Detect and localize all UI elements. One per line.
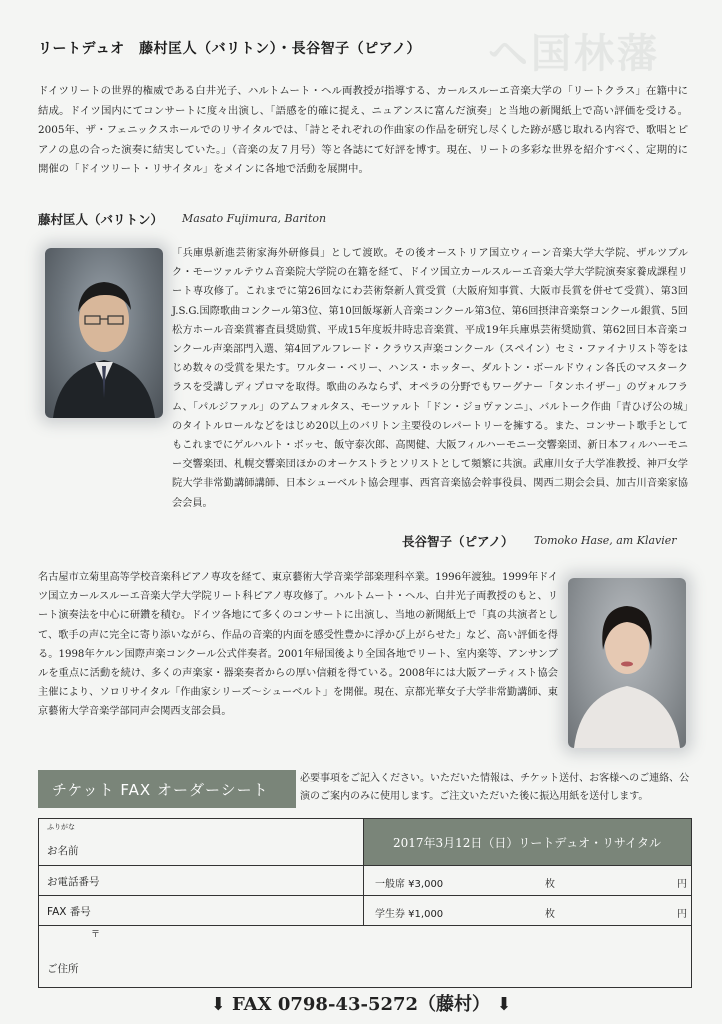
- fax-label: FAX 番号: [47, 906, 91, 918]
- name-label: お名前: [47, 845, 79, 857]
- student-ticket-count-unit: 枚: [545, 909, 555, 920]
- background-watermark: ヘ国林藩: [488, 30, 660, 77]
- duo-introduction: ドイツリートの世界的権威である白井光子、ハルトムート・ヘル両教授が指導する、カールスルーエ音楽大学の「リートクラス」在籍中に結成。ドイツ国内にてコンサートに度々出演し、「語感を的確に捉え、ニュアンスに富んだ演奏」と当地の新聞紙上で高い評価を受ける。2005年、ザ・フェニックスホールでのリサイタルでは、「詩とそれぞれの作曲家の作品を研究し尽くした跡が感じ取れる内容で、歌唱とピアノの息の合った演奏に結実していた。」（音楽の友７月号）等と各誌にて好評を博す。現在、リートの多彩な世界を紹介すべく、定期的に開催の「ドイツリート・リサイタル」をメインに各地で活動を展開中。: [38, 85, 688, 175]
- concert-date-title: 2017年3月12日（日）リートデュオ・リサイタル: [363, 819, 691, 865]
- divider: [363, 819, 364, 865]
- hase-name: 長谷智子（ピアノ）: [402, 534, 514, 549]
- fujimura-name: 藤村匡人（バリトン）: [38, 212, 164, 227]
- ticket-order-note: 必要事項をご記入ください。いただいた情報は、チケット送付、お客様へのご連絡、公演のご案内のみに使用します。ご注文いただいた後に振込用紙を送付します。: [300, 773, 690, 802]
- down-arrow-icon: ⬇: [496, 994, 512, 1015]
- fujimura-roman-name: Masato Fujimura, Bariton: [182, 212, 327, 225]
- hase-roman-name: Tomoko Hase, am Klavier: [534, 534, 677, 547]
- order-form: [38, 818, 692, 988]
- phone-label: お電話番号: [47, 876, 100, 888]
- fujimura-biography-cont: [38, 420, 688, 500]
- address-label: ご住所: [47, 963, 79, 975]
- address-row[interactable]: [39, 925, 691, 987]
- furigana-label: ふりがな: [47, 823, 75, 831]
- student-ticket-yen-unit: 円: [677, 909, 687, 920]
- fujimura-biography-text: 「兵庫県新進芸術家海外研修員」として渡欧。その後オーストリア国立ウィーン音楽大学大学院、ザルツブルク・モーツァルテウム音楽院大学院の在籍を経て、ドイツ国立カールスルーエ音楽大学大学院演奏家養成課程リート専攻修了。これまでに第26回なにわ芸術祭新人賞受賞（大阪府知事賞、大阪市長賞を併せて受賞）、第3回J.S.G.国際歌曲コンクール第3位、第10回飯塚新人音楽コンクール第3位、第6回摂津音楽祭コンクール銀賞、5回松方ホール音楽賞審査員奨励賞、平成15年度坂井時忠音楽賞、平成19年兵庫県芸術奨励賞、第62回日本音楽コンクール声楽部門入選、第4回アルフレード・クラウス声楽コンクール（スペイン）セミ・ファイナリスト等をはじめ数々の受賞を果たす。ワルター・ベリー、ハンス・ホッター、ダルトン・ボールドウィン各氏のマスタークラスを受講しディプロマを取得。歌曲のみならず、オペラの分野でもワーグナー「タンホイザー」のヴォルフラム、「パルジファル」のアムフォルタス、モーツァルト「ドン・ジョヴァンニ」、バルトーク作曲「青ひげ公の城」のタイトルロールなどをはじめ20以上のバリトン主要役のレパートリーを擁する。また、コンサート歌手としてもこれまでにゲルハルト・ボッセ、飯守泰次郎、高関健、大阪フィルハーモニー交響楽団、新日本フィルハーモニー交響楽団、札幌交響楽団ほかのオーケストラとソリストとして頻繁に共演。武庫川女子大学准教授、神戸女学院大学非常勤講師講師、日本シューベルト協会理事、西宮音楽協会幹事役員、関西二期会会員、加古川音楽家協会会員。: [172, 248, 688, 509]
- phone-row[interactable]: [39, 865, 691, 896]
- ticket-order-heading: チケット FAX オーダーシート: [38, 770, 296, 808]
- postal-mark: 〒: [91, 930, 101, 940]
- hase-photo: [568, 578, 686, 748]
- hase-biography: 名古屋市立菊里高等学校音楽科ピアノ専攻を経て、東京藝術大学音楽学部楽理科卒業。1996年渡独。1999年ドイツ国立カールスルーエ音楽大学大学院リート科ピアノ専攻修了。ハルトムート・ヘル、白井光子両教授のもと、リート演奏法を中心に研鑽を積む。ドイツ各地にて多くのコンサートに出演し、当地の新聞紙上で「真の共演者として、歌手の声に完全に寄り添いながら、作品の音楽的内面を感受性豊かに浮かび上がらせた」など、高い評価を得る。1998年ケルン国際声楽コンクール公式伴奏者。2001年帰国後より全国各地でリート、室内楽等、アンサンブルを重点に活動を続け、多くの声楽家・器楽奏者からの厚い信頼を得ている。2008年には大阪アーティスト協会主催により、ソロリサイタル「作曲家シリーズ〜シューベルト」を開催。現在、京都光華女子大学非常勤講師、東京藝術大学音楽学部同声会関西支部会員。: [38, 572, 558, 718]
- general-ticket-yen-unit: 円: [677, 879, 687, 890]
- fax-row[interactable]: [39, 895, 691, 926]
- divider: [363, 865, 364, 925]
- fax-number-text: FAX 0798-43-5272（藤村）: [231, 994, 491, 1015]
- student-ticket-label: 学生券 ¥1,000: [375, 909, 444, 920]
- duo-title: リートデュオ 藤村匡人（バリトン）・長谷智子（ピアノ）: [38, 41, 421, 57]
- down-arrow-icon: ⬇: [210, 994, 226, 1015]
- general-ticket-count-unit: 枚: [545, 879, 555, 890]
- fax-number: [0, 990, 722, 1016]
- general-ticket-label: 一般席 ¥3,000: [375, 879, 444, 890]
- fujimura-photo: [45, 248, 163, 418]
- fujimura-biography: [172, 244, 688, 509]
